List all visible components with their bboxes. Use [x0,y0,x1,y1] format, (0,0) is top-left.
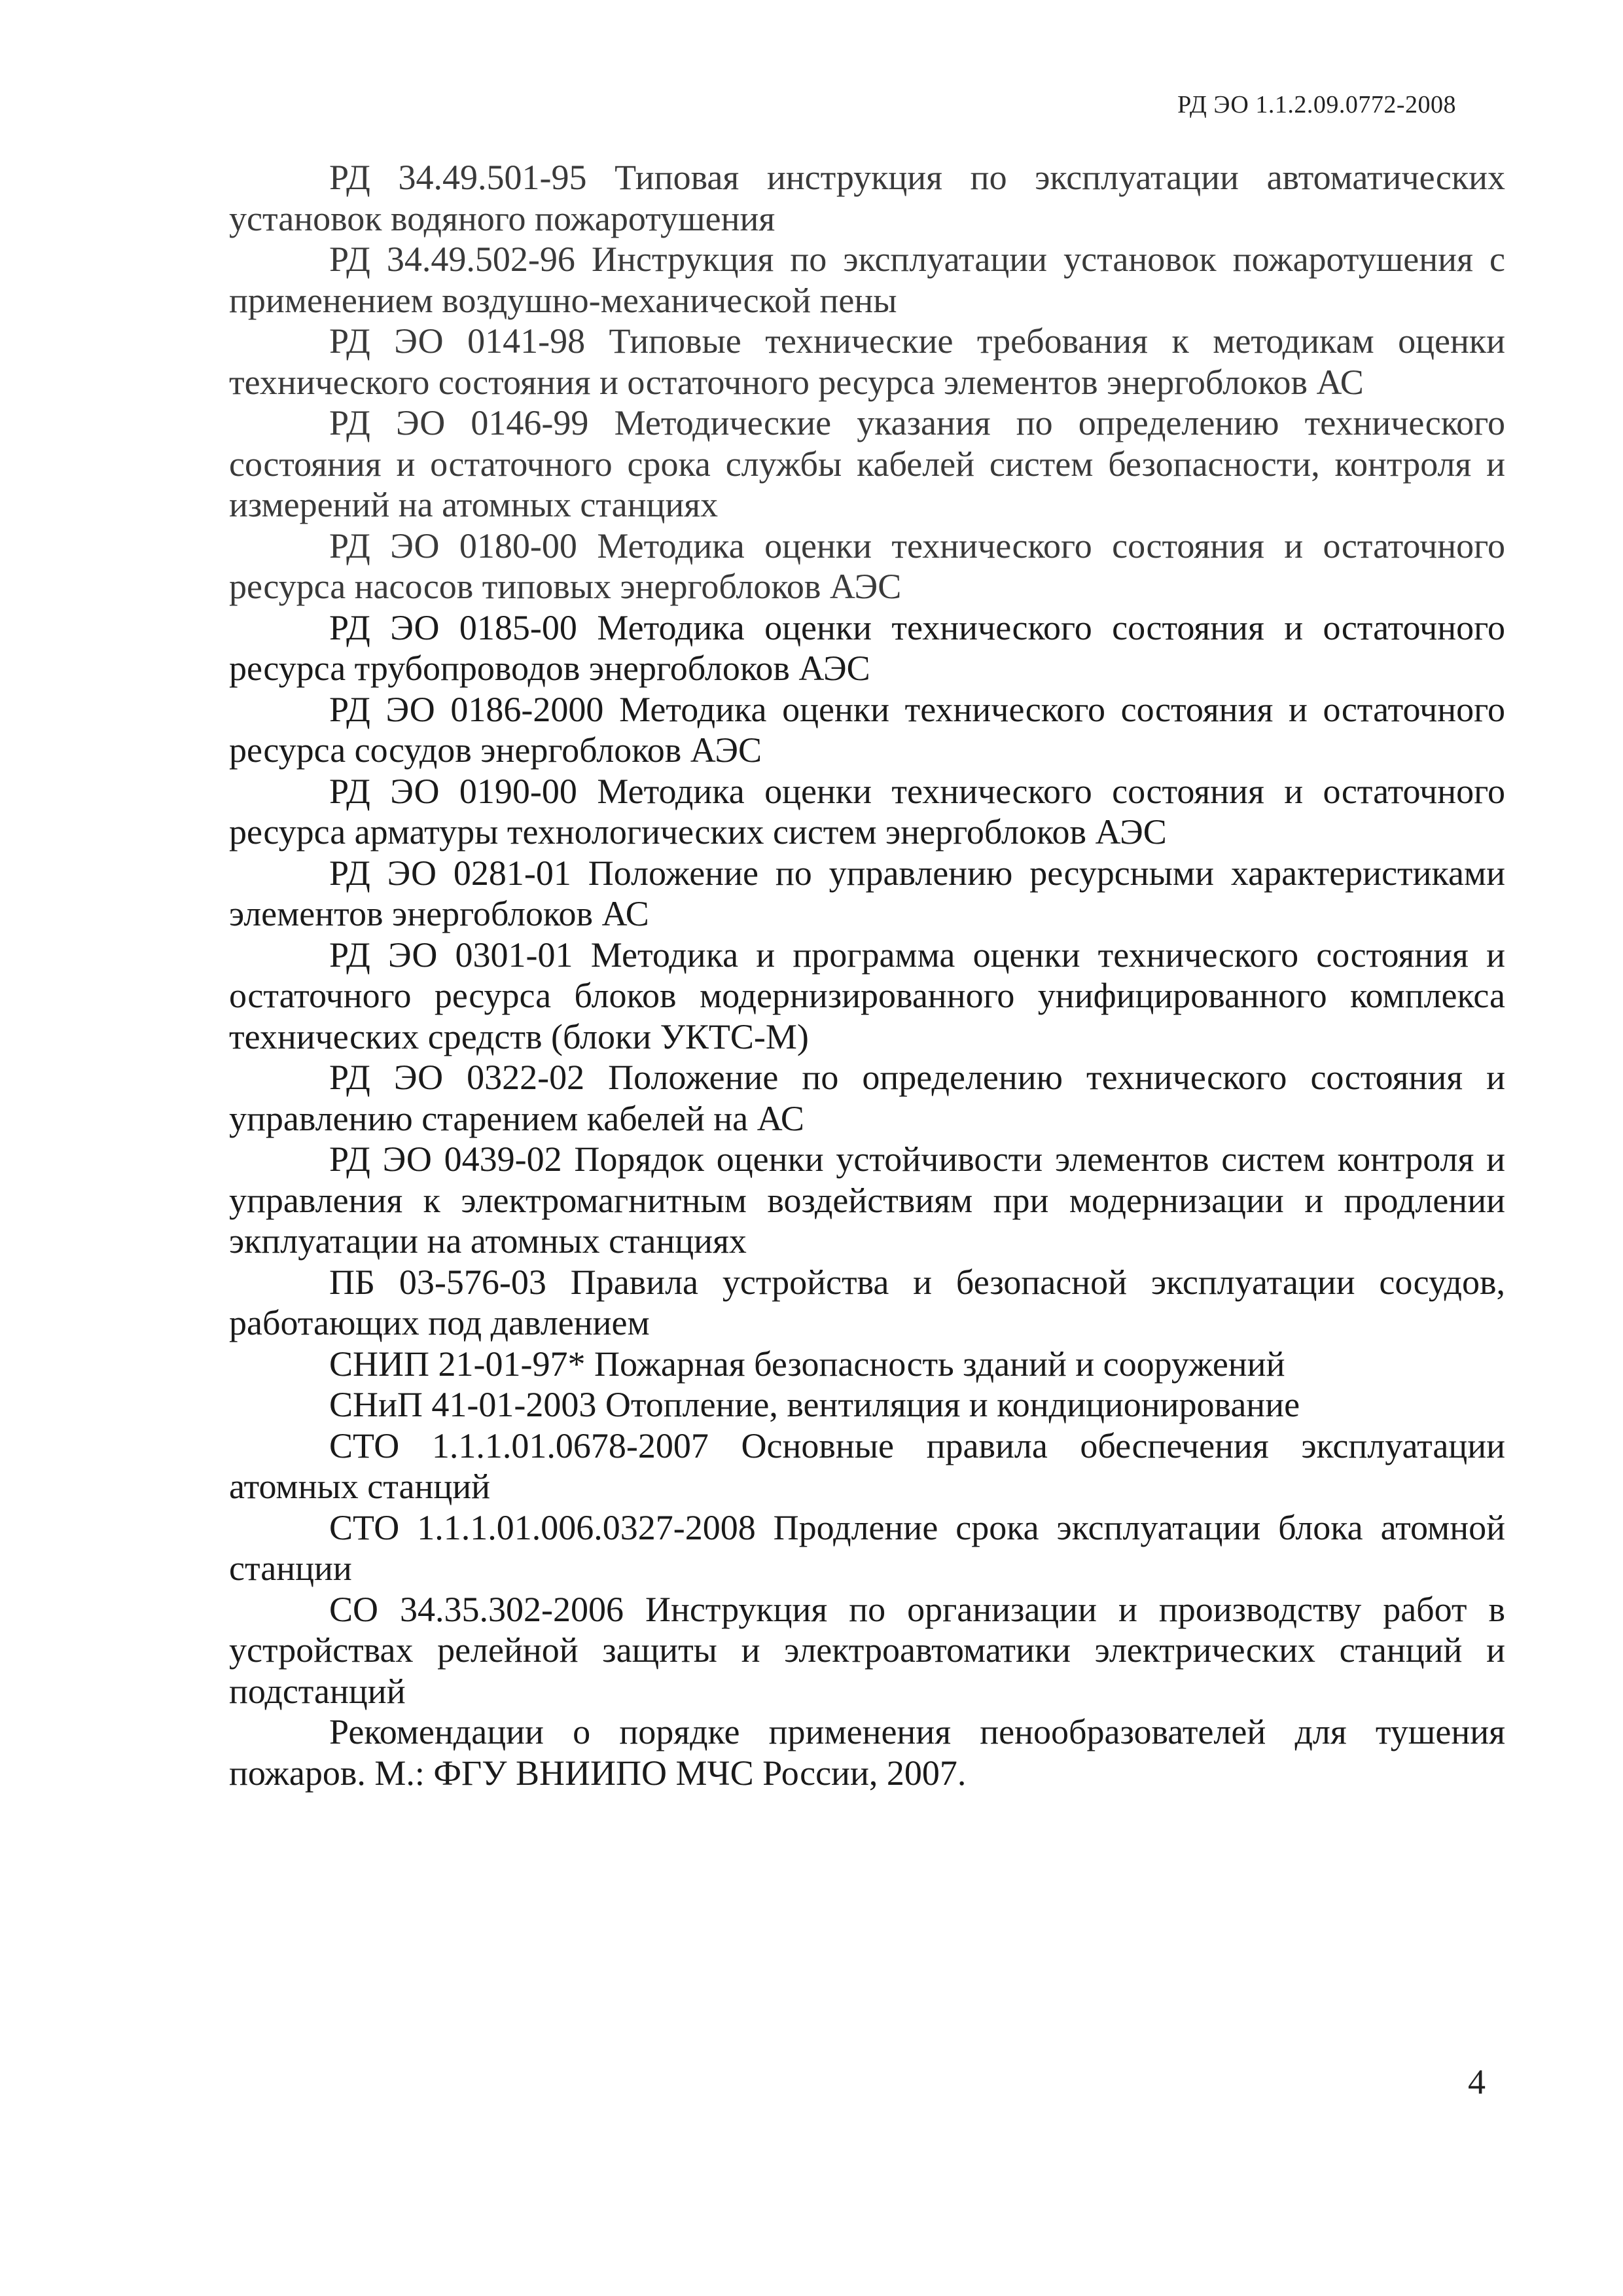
reference-item: РД ЭО 0141-98 Типовые технические требования к методикам оценки технического состояния и остаточного ресурса элементов энергоблоков АС [229,321,1505,402]
page-number: 4 [1468,2062,1486,2102]
reference-item: РД ЭО 0146-99 Методические указания по определению технического состояния и остаточного срока службы кабелей систем безопасности, контроля и измерений на атомных станциях [229,403,1505,524]
reference-item: СО 34.35.302-2006 Инструкция по организации и производству работ в устройствах релейной защиты и электроавтоматики электрических станций и подстанций [229,1589,1505,1711]
reference-item: РД ЭО 0322-02 Положение по определению технического состояния и управлению старением кабелей на АС [229,1058,1505,1138]
reference-item: РД ЭО 0186-2000 Методика оценки технического состояния и остаточного ресурса сосудов энергоблоков АЭС [229,689,1505,770]
reference-item: СНиП 41-01-2003 Отопление, вентиляция и кондиционирование [329,1385,1300,1424]
reference-item: СНИП 21-01-97* Пожарная безопасность зданий и сооружений [329,1344,1285,1384]
reference-item: РД 34.49.502-96 Инструкция по эксплуатации установок пожаротушения с применением воздушно-механической пены [229,240,1505,320]
reference-item: СТО 1.1.1.01.006.0327-2008 Продление срока эксплуатации блока атомной станции [229,1507,1505,1588]
reference-item: РД ЭО 0185-00 Методика оценки технического состояния и остаточного ресурса трубопроводов энергоблоков АЭС [229,607,1505,688]
reference-item: РД ЭО 0180-00 Методика оценки технического состояния и остаточного ресурса насосов типовых энергоблоков АЭС [229,526,1505,606]
reference-item: РД ЭО 0301-01 Методика и программа оценки технического состояния и остаточного ресурса блоков модернизированного унифицированного комплекса технических средств (блоки УКТС-М) [229,935,1505,1056]
reference-item: Рекомендации о порядке применения пенообразователей для тушения пожаров. М.: ФГУ ВНИИПО МЧС России, 2007. [229,1712,1505,1793]
reference-item: ПБ 03-576-03 Правила устройства и безопасной эксплуатации сосудов, работающих под давлением [229,1262,1505,1342]
reference-item: РД ЭО 0190-00 Методика оценки технического состояния и остаточного ресурса арматуры технологических систем энергоблоков АЭС [229,771,1505,852]
reference-item: РД ЭО 0439-02 Порядок оценки устойчивости элементов систем контроля и управления к электромагнитным воздействиям при модернизации и продлении экплуатации на атомных станциях [229,1139,1505,1261]
reference-item: РД ЭО 0281-01 Положение по управлению ресурсными характеристиками элементов энергоблоков АС [229,853,1505,933]
document-code-header: РД ЭО 1.1.2.09.0772-2008 [1177,91,1456,118]
reference-list [229,157,1505,1793]
reference-item: РД 34.49.501-95 Типовая инструкция по эксплуатации автоматических установок водяного пожаротушения [229,158,1505,238]
reference-item: СТО 1.1.1.01.0678-2007 Основные правила обеспечения эксплуатации атомных станций [229,1426,1505,1506]
